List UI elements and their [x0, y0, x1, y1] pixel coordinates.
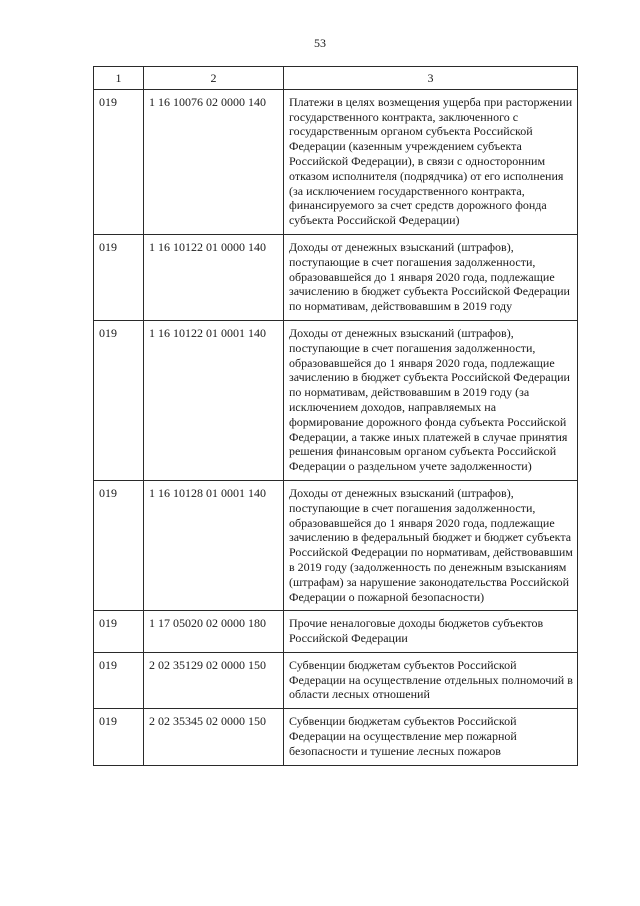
revenue-description-cell: Доходы от денежных взысканий (штрафов), поступающие в счет погашения задолженности, образовавшейся до 1 января 2020 года, подлежащие зачислению в бюджет субъекта Российской Федерации по нормативам, действовавшим в 2019 году (за исключением доходов, направляемых на формирование дорожного фонда субъекта Российской Федерации, а также иных платежей в случае принятия решения финансовым органом субъекта Российской Федерации о раздельном учете задолженности): [284, 320, 578, 480]
admin-code-cell: 019: [94, 480, 144, 610]
admin-code-cell: 019: [94, 320, 144, 480]
budget-classification-code-cell: 1 16 10122 01 0001 140: [144, 320, 284, 480]
revenue-description-cell: Субвенции бюджетам субъектов Российской Федерации на осуществление отдельных полномочий в области лесных отношений: [284, 652, 578, 708]
budget-classification-code-cell: 1 16 10122 01 0000 140: [144, 234, 284, 320]
budget-codes-table: [93, 66, 578, 766]
admin-code-cell: 019: [94, 234, 144, 320]
page-number: 53: [314, 36, 326, 50]
budget-classification-code-cell: 1 17 05020 02 0000 180: [144, 611, 284, 653]
budget-classification-code-cell: 1 16 10128 01 0001 140: [144, 480, 284, 610]
table-row: [94, 89, 578, 234]
table-row: [94, 652, 578, 708]
table-row: [94, 480, 578, 610]
revenue-description-cell: Прочие неналоговые доходы бюджетов субъектов Российской Федерации: [284, 611, 578, 653]
table-row: [94, 709, 578, 765]
admin-code-cell: 019: [94, 89, 144, 234]
table-row: [94, 234, 578, 320]
column-header-2: 2: [144, 67, 284, 90]
admin-code-cell: 019: [94, 652, 144, 708]
table-row: [94, 611, 578, 653]
column-header-3: 3: [284, 67, 578, 90]
table-row: [94, 320, 578, 480]
revenue-description-cell: Субвенции бюджетам субъектов Российской Федерации на осуществление мер пожарной безопасности и тушение лесных пожаров: [284, 709, 578, 765]
budget-classification-code-cell: 1 16 10076 02 0000 140: [144, 89, 284, 234]
budget-classification-code-cell: 2 02 35129 02 0000 150: [144, 652, 284, 708]
revenue-description-cell: Доходы от денежных взысканий (штрафов), поступающие в счет погашения задолженности, образовавшейся до 1 января 2020 года, подлежащие зачислению в федеральный бюджет и бюджет субъекта Российской Федерации по нормативам, действовавшим в 2019 году (задолженность по денежным взысканиям (штрафам) за нарушение законодательства Российской Федерации о пожарной безопасности): [284, 480, 578, 610]
budget-classification-code-cell: 2 02 35345 02 0000 150: [144, 709, 284, 765]
column-header-1: 1: [94, 67, 144, 90]
admin-code-cell: 019: [94, 611, 144, 653]
revenue-description-cell: Доходы от денежных взысканий (штрафов), поступающие в счет погашения задолженности, образовавшейся до 1 января 2020 года, подлежащие зачислению в бюджет субъекта Российской Федерации по нормативам, действовавшим в 2019 году: [284, 234, 578, 320]
revenue-description-cell: Платежи в целях возмещения ущерба при расторжении государственного контракта, заключенного с государственным органом субъекта Российской Федерации (казенным учреждением субъекта Российской Федерации), в связи с односторонним отказом исполнителя (подрядчика) от его исполнения (за исключением государственного контракта, финансируемого за счет средств дорожного фонда субъекта Российской Федерации): [284, 89, 578, 234]
admin-code-cell: 019: [94, 709, 144, 765]
table-header-row: [94, 67, 578, 90]
